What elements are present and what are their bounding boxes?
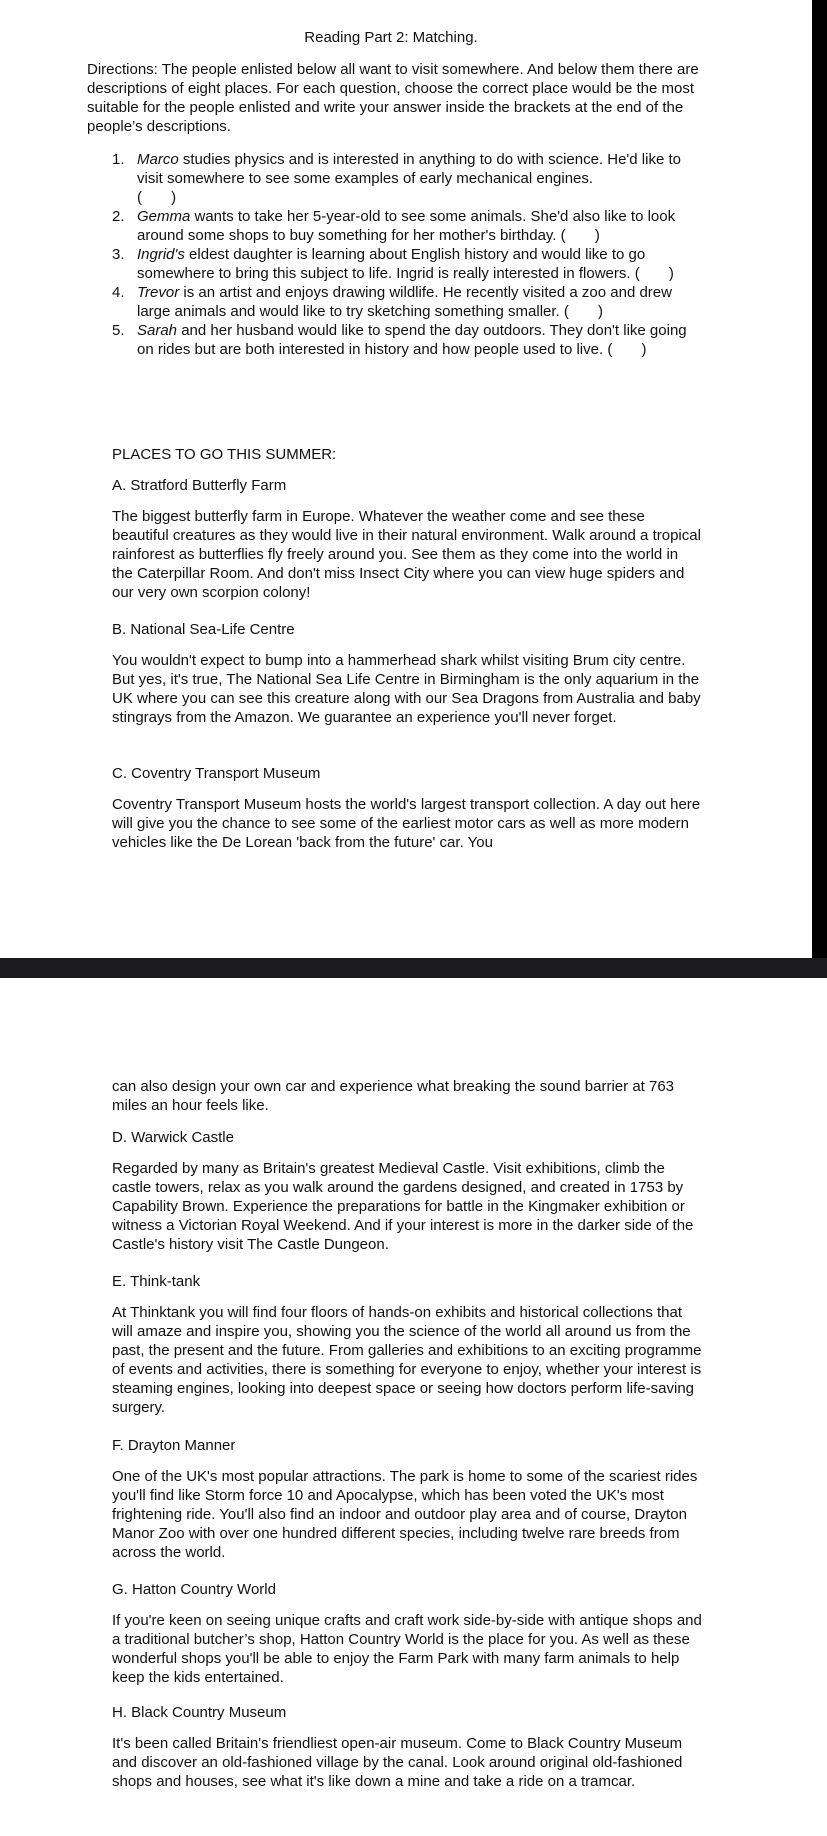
question-number: 1.	[112, 151, 125, 168]
place-description: If you're keen on seeing unique crafts and craft work side-by-side with antique shops and a traditional butcher’s shop, Hatton Country World is the place for you. As well as these wonderful shops you'll be able to enjoy the Farm Park with many farm animals to help keep the kids entertained.	[112, 1612, 702, 1686]
place-description-continued: can also design your own car and experience what breaking the sound barrier at 763 miles an hour feels like.	[112, 1078, 675, 1114]
place-name: E. Think-tank	[112, 1273, 201, 1290]
question-item	[112, 207, 697, 245]
question-number: 4.	[112, 284, 125, 301]
question-item	[112, 283, 697, 321]
place-e	[112, 1272, 702, 1417]
question-text: is an artist and enjoys drawing wildlife. He recently visited a zoo and drew large animals and would like to try sketching something smaller.	[137, 284, 672, 320]
place-b	[112, 620, 702, 727]
place-h	[112, 1703, 702, 1791]
question-number: 2.	[112, 208, 125, 225]
person-name: Ingrid's	[137, 246, 185, 263]
directions-paragraph: Directions: The people enlisted below all want to visit somewhere. And below them there are descriptions of eight places. For each question, choose the correct place would be the most suitable for the people enlisted and write your answer inside the brackets at the end of the people’s descriptions.	[87, 61, 699, 135]
place-description: You wouldn't expect to bump into a hammerhead shark whilst visiting Brum city centre. But yes, it's true, The National Sea Life Centre in Birmingham is the only aquarium in the UK where you can see this creature along with our Sea Dragons from Australia and baby stingrays from the Amazon. We guarantee an experience you'll never forget.	[112, 652, 701, 726]
place-description: One of the UK's most popular attractions. The park is home to some of the scariest rides you'll find like Storm force 10 and Apocalypse, which has been voted the UK's most frightening ride. You'll also find an indoor and outdoor play area and of course, Drayton Manor Zoo with over one hundred different species, including twelve rare breeds from across the world.	[112, 1468, 698, 1561]
person-name: Trevor	[137, 284, 180, 301]
question-text: and her husband would like to spend the day outdoors. They don't like going on rides but are both interested in history and how people used to live.	[137, 322, 687, 358]
page-separator	[0, 958, 827, 978]
place-name: B. National Sea-Life Centre	[112, 621, 295, 638]
person-name: Marco	[137, 151, 179, 168]
place-g	[112, 1580, 702, 1687]
right-edge-bar	[812, 0, 827, 960]
place-f	[112, 1436, 702, 1562]
question-text: eldest daughter is learning about English history and would like to go somewhere to bring this subject to life. Ingrid is really interested in flowers.	[137, 246, 646, 282]
person-name: Gemma	[137, 208, 191, 225]
page-title: Reading Part 2: Matching.	[304, 29, 478, 46]
place-d	[112, 1128, 702, 1254]
place-name: C. Coventry Transport Museum	[112, 765, 321, 782]
place-description: At Thinktank you will find four floors of hands-on exhibits and historical collections that will amaze and inspire you, showing you the science of the world all around us from the past, the present and the future. From galleries and exhibitions to an exciting programme of events and activities, there is something for everyone to enjoy, whether your interest is steaming engines, looking into deepest space or seeing how doctors perform life-saving surgery.	[112, 1304, 702, 1416]
person-name: Sarah	[137, 322, 178, 339]
question-number: 3.	[112, 246, 125, 263]
question-list	[112, 150, 697, 359]
answer-bracket[interactable]: ( )	[634, 265, 674, 282]
places-heading: PLACES TO GO THIS SUMMER:	[112, 446, 337, 463]
place-name: D. Warwick Castle	[112, 1129, 234, 1146]
question-item	[112, 150, 697, 207]
question-item	[112, 321, 697, 359]
question-number: 5.	[112, 322, 125, 339]
place-c	[112, 764, 702, 852]
page-two	[0, 978, 827, 1836]
answer-bracket[interactable]: ( )	[563, 303, 604, 320]
place-name: A. Stratford Butterfly Farm	[112, 477, 287, 494]
place-description: The biggest butterfly farm in Europe. Whatever the weather come and see these beautiful creatures as they would live in their natural environment. Walk around a tropical rainforest as butterflies fly freely around you. See them as they come into the world in the Caterpillar Room. And don't miss Insect City where you can view huge spiders and our very own scorpion colony!	[112, 508, 701, 601]
place-name: H. Black Country Museum	[112, 1704, 287, 1721]
question-text: wants to take her 5-year-old to see some animals. She'd also like to look around some shops to buy something for her mother's birthday.	[137, 208, 676, 244]
answer-bracket[interactable]: ( )	[137, 189, 177, 206]
place-description: Regarded by many as Britain's greatest Medieval Castle. Visit exhibitions, climb the castle towers, relax as you walk around the gardens designed, and created in 1753 by Capability Brown. Experience the preparations for battle in the Kingmaker exhibition or witness a Victorian Royal Weekend. And if your interest is more in the darker side of the Castle's history visit The Castle Dungeon.	[112, 1160, 694, 1253]
question-text: studies physics and is interested in anything to do with science. He'd like to visit somewhere to see some examples of early mechanical engines.	[137, 151, 681, 187]
answer-bracket[interactable]: ( )	[607, 341, 647, 358]
question-item	[112, 245, 697, 283]
answer-bracket[interactable]: ( )	[560, 227, 600, 244]
place-description: Coventry Transport Museum hosts the world's largest transport collection. A day out here will give you the chance to see some of the earliest motor cars as well as more modern vehicles like the De Lorean 'back from the future' car. You	[112, 796, 701, 851]
place-name: F. Drayton Manner	[112, 1437, 236, 1454]
place-a	[112, 476, 702, 602]
place-name: G. Hatton Country World	[112, 1581, 276, 1598]
place-description: It's been called Britain's friendliest open-air museum. Come to Black Country Museum and discover an old-fashioned village by the canal. Look around original old-fashioned shops and houses, see what it's like down a mine and take a ride on a tramcar.	[112, 1735, 683, 1790]
place-c-continued	[112, 1077, 702, 1115]
